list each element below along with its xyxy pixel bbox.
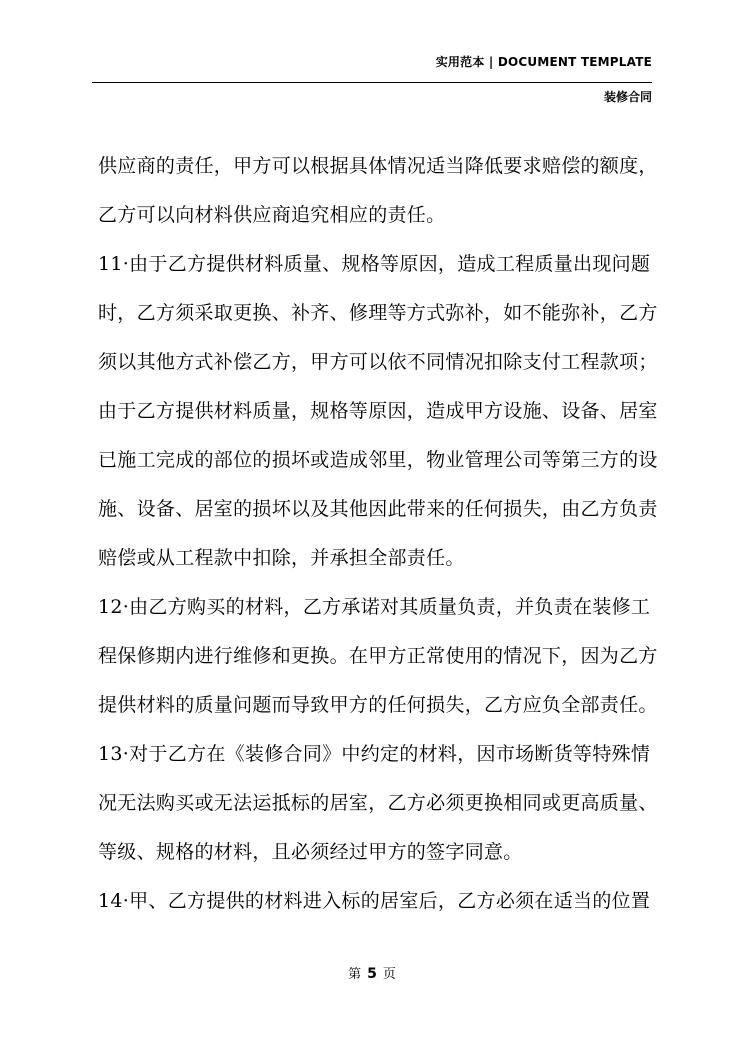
- footer-prefix: 第: [348, 967, 362, 982]
- header-title: 实用范本 | DOCUMENT TEMPLATE: [435, 55, 652, 69]
- header-subtitle: 装修合同: [603, 90, 652, 104]
- header-divider: [92, 82, 652, 83]
- footer-suffix: 页: [382, 967, 396, 982]
- clause-14-line: 14·甲、乙方提供的材料进入标的居室后，乙方必须在适当的位置: [98, 890, 651, 912]
- body-line: 施、设备、居室的损坏以及其他因此带来的任何损失，由乙方负责: [98, 498, 658, 520]
- body-line: 等级、规格的材料，且必须经过甲方的签字同意。: [98, 841, 523, 863]
- body-line: 供应商的责任，甲方可以根据具体情况适当降低要求赔偿的额度，: [98, 155, 658, 177]
- body-line: 赔偿或从工程款中扣除，并承担全部责任。: [98, 547, 465, 569]
- body-line: 须以其他方式补偿乙方，甲方可以依不同情况扣除支付工程款项；: [98, 351, 658, 373]
- body-line: 乙方可以向材料供应商追究相应的责任。: [98, 204, 446, 226]
- page-footer: [0, 963, 744, 982]
- clause-12-line: 12·由乙方购买的材料，乙方承诺对其质量负责，并负责在装修工: [98, 596, 651, 618]
- body-line: 况无法购买或无法运抵标的居室，乙方必须更换相同或更高质量、: [98, 792, 658, 814]
- clause-13-line: 13·对于乙方在《装修合同》中约定的材料，因市场断货等特殊情: [98, 743, 651, 765]
- clause-11-line: 11·由于乙方提供材料质量、规格等原因，造成工程质量出现问题: [98, 253, 651, 275]
- body-line: 由于乙方提供材料质量，规格等原因，造成甲方设施、设备、居室: [98, 400, 658, 422]
- page-number: 5: [367, 966, 377, 982]
- body-text: [98, 142, 658, 926]
- body-line: 提供材料的质量问题而导致甲方的任何损失，乙方应负全部责任。: [98, 694, 658, 716]
- body-line: 程保修期内进行维修和更换。在甲方正常使用的情况下，因为乙方: [98, 645, 658, 667]
- body-line: 时，乙方须采取更换、补齐、修理等方式弥补，如不能弥补，乙方: [98, 302, 658, 324]
- body-line: 已施工完成的部位的损坏或造成邻里，物业管理公司等第三方的设: [98, 449, 658, 471]
